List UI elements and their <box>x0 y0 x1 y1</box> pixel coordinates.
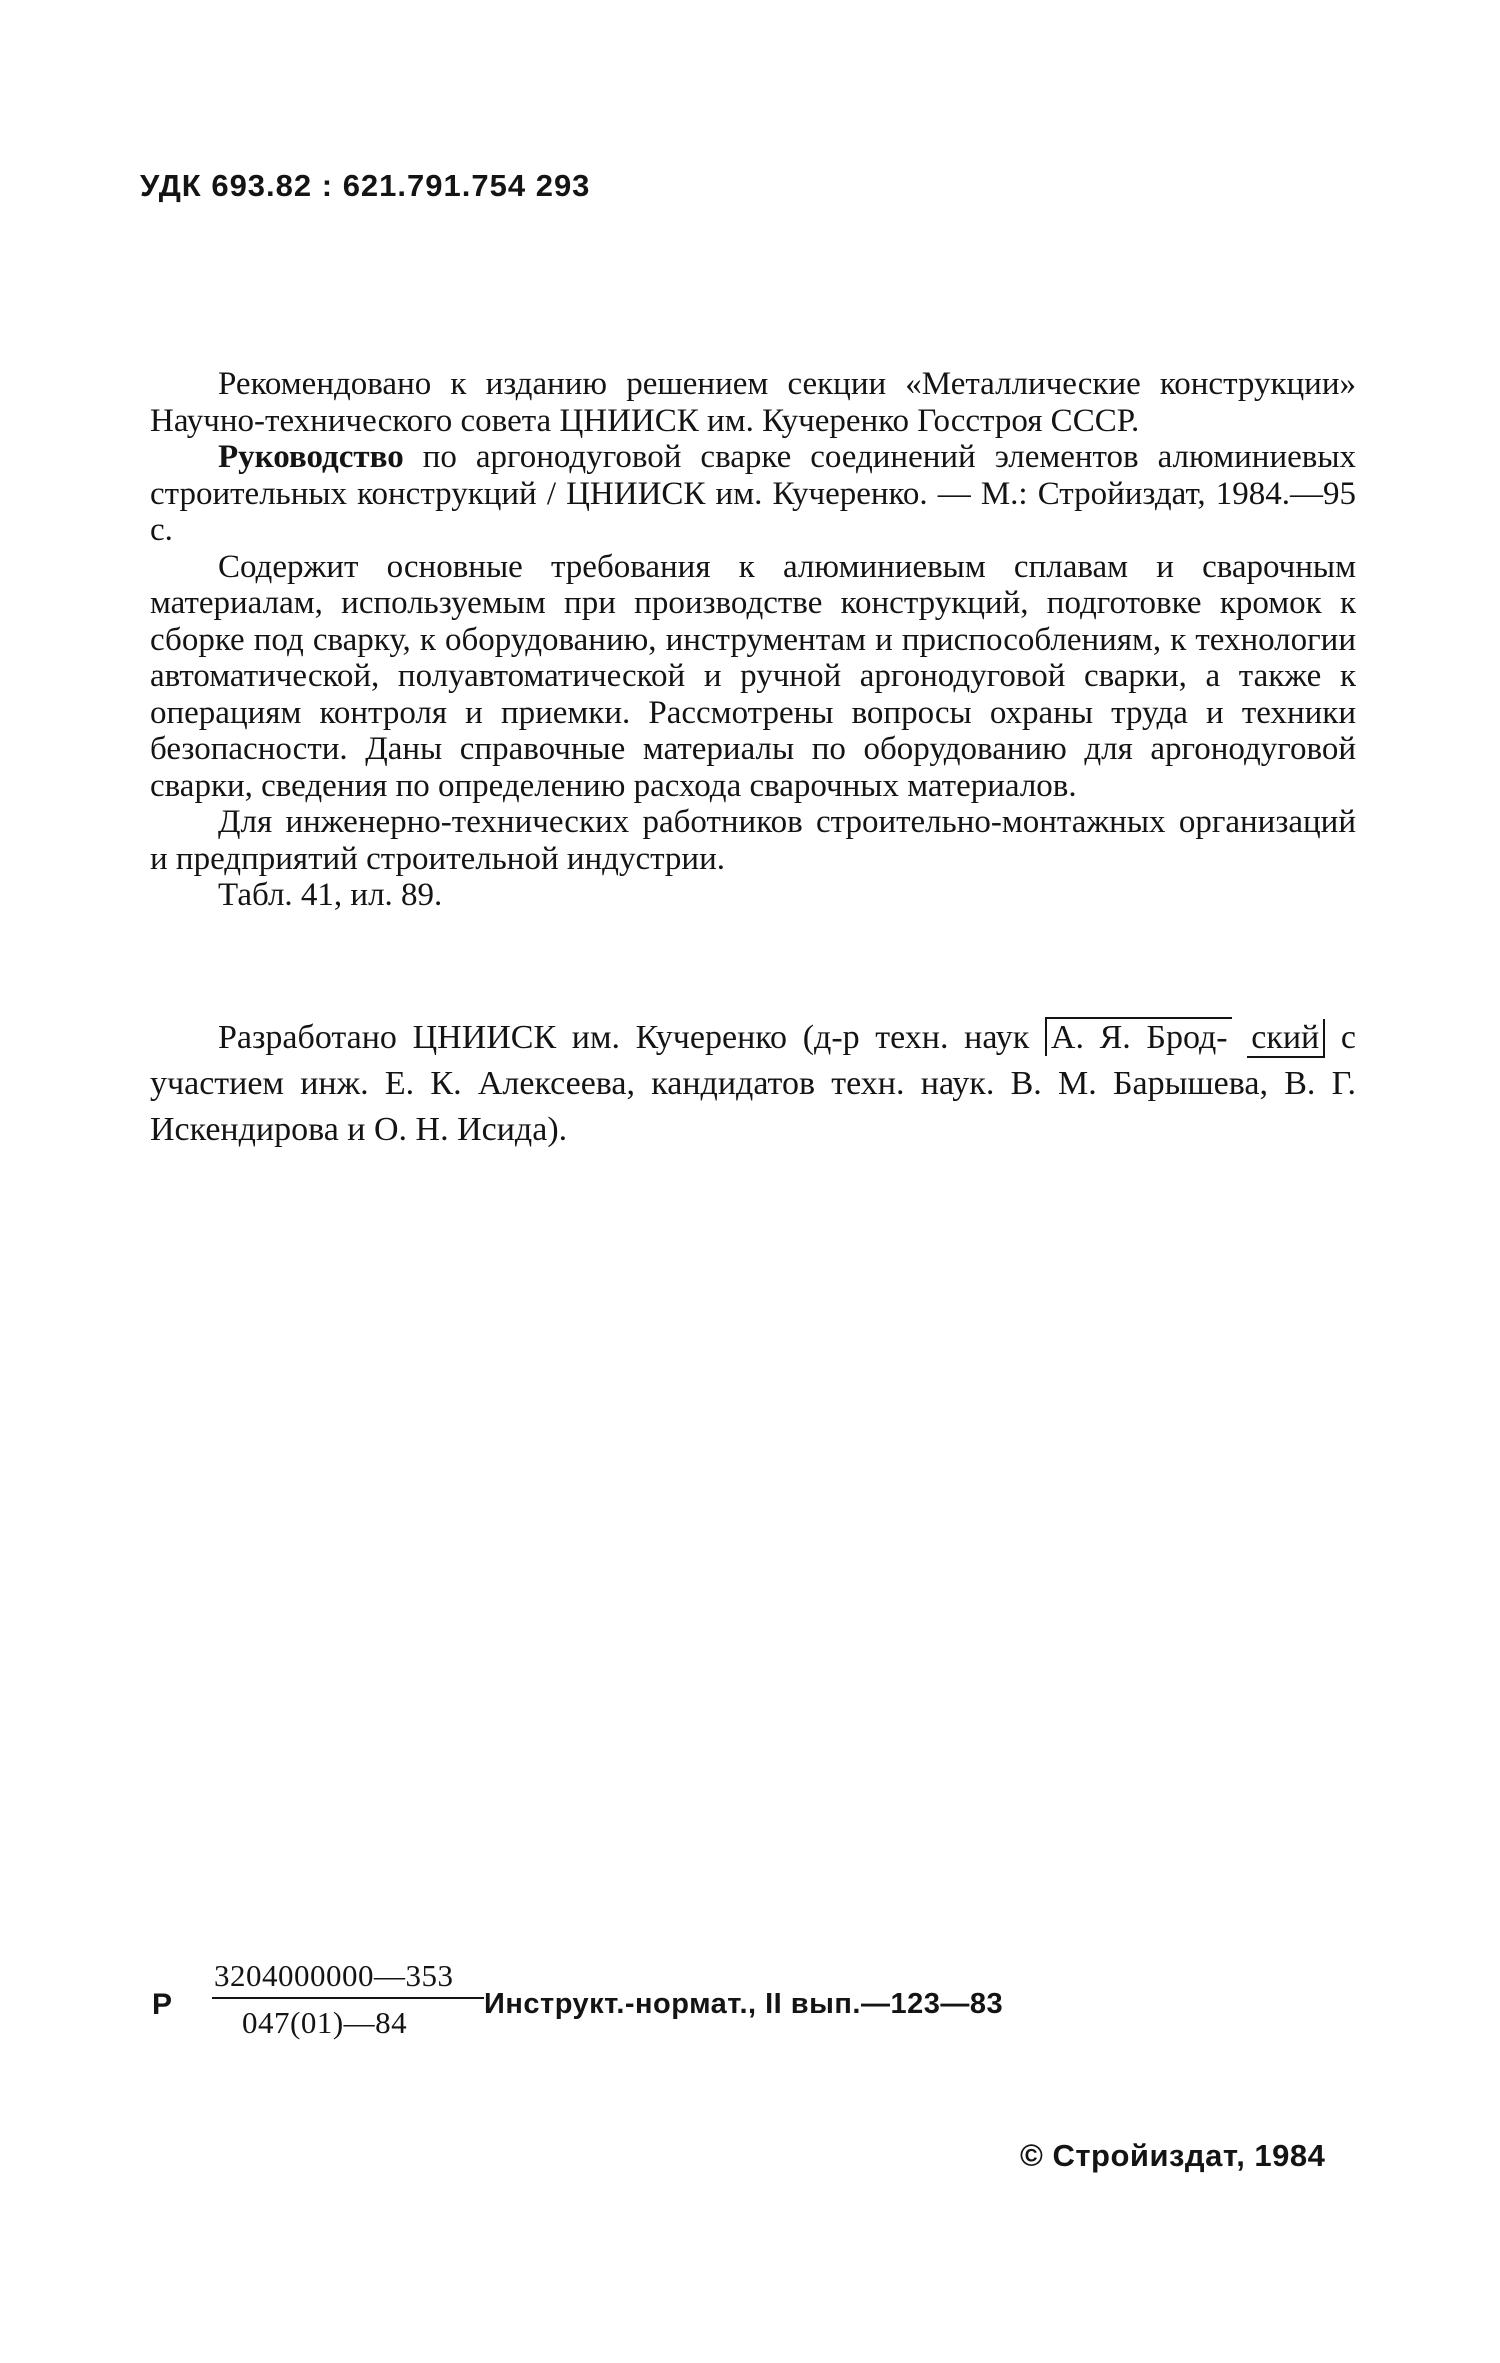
annotation-block <box>150 366 1356 914</box>
catalog-letter: Р <box>152 1988 173 2021</box>
credits-before: Разработано ЦНИИСК им. Кучеренко (д-р техн. наук <box>218 1019 1045 1056</box>
udk-code: УДК 693.82 : 621.791.754 293 <box>140 168 591 203</box>
bibliography-details: по аргонодуговой сварке соединений элементов алюминиевых строительных конструкций / ЦНИИСК им. Кучеренко. — М.: Стройиздат, 1984.—95 с. <box>150 439 1356 548</box>
deceased-author-box-bottom: ский <box>1247 1019 1325 1058</box>
bibliographic-record <box>150 439 1356 549</box>
catalog-numerator: 3204000000—353 <box>214 1958 454 1993</box>
recommendation-text: Рекомендовано к изданию решением секции «Металлические конструкции» Научно-технического совета ЦНИИСК им. Кучеренко Госстроя СССР. <box>150 366 1356 439</box>
deceased-author-box-top: А. Я. Брод- <box>1045 1017 1232 1056</box>
credits-after: с участием инж. Е. К. Алексеева, кандидатов техн. наук. В. М. Барышева, В. Г. Искендирова и О. Н. Исида). <box>150 1019 1356 1148</box>
bibliography-title: Руководство <box>218 439 404 475</box>
fraction-line <box>212 1997 484 1999</box>
credits-block <box>150 1015 1356 1153</box>
copyright-notice: © Стройиздат, 1984 <box>1020 2138 1326 2173</box>
abstract-text: Содержит основные требования к алюминиевым сплавам и сварочным материалам, используемым при производстве конструкций, подготовке кромок к сборке под сварку, к оборудованию, инструментам и приспособлениям, к технологии автоматической, полуавтоматической и ручной аргонодуговой сварки, а также к операциям контроля и приемки. Рассмотрены вопросы охраны труда и техники безопасности. Даны справочные материалы по оборудованию для аргонодуговой сварки, сведения по определению расхода сварочных материалов. <box>150 548 1356 804</box>
audience-text: Для инженерно-технических работников строительно-монтажных организаций и предприятий строительной индустрии. <box>150 804 1356 877</box>
catalog-fraction <box>212 1958 484 2041</box>
catalog-series: Инструкт.-нормат., II вып.—123—83 <box>484 1988 1004 2020</box>
catalog-denominator: 047(01)—84 <box>242 2005 408 2040</box>
tables-illustrations-count: Табл. 41, ил. 89. <box>218 877 443 913</box>
